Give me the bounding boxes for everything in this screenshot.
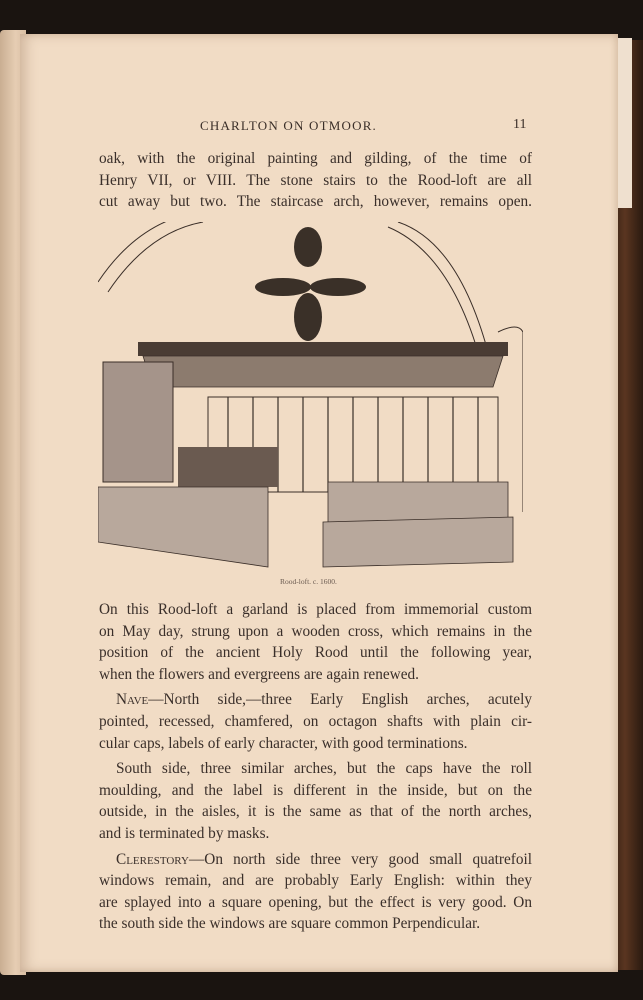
top-paragraph bbox=[99, 148, 532, 213]
rood-loft-engraving bbox=[98, 222, 523, 572]
illustration-caption: Rood-loft. c. 1600. bbox=[280, 577, 337, 586]
running-title: CHARLTON ON OTMOOR. bbox=[200, 118, 378, 133]
pews bbox=[98, 482, 513, 567]
text-line: Henry VII, or VIII. The stone stairs to the Rood-loft are all bbox=[99, 171, 532, 189]
text-line: pointed, recessed, chamfered, on octagon shafts with plain cir- bbox=[99, 712, 532, 730]
body-text bbox=[99, 599, 532, 935]
text-line: moulding, and the label is different in the inside, but on the bbox=[99, 781, 532, 799]
text-line: the south side the windows are square common Perpendicular. bbox=[99, 915, 481, 933]
loft-beam bbox=[138, 342, 508, 356]
page-number: 11 bbox=[513, 117, 527, 132]
text-line: position of the ancient Holy Rood until the following year, bbox=[99, 644, 532, 662]
text-line: On this Rood-loft a garland is placed from immemorial custom bbox=[99, 601, 532, 618]
text-line: Nave—North side,—three Early English arches, acutely bbox=[116, 691, 532, 709]
text-line: on May day, strung upon a wooden cross, which remains in the bbox=[99, 622, 532, 640]
arch-lines bbox=[98, 222, 203, 292]
text-line: cut away but two. The staircase arch, however, remains open. bbox=[99, 193, 532, 211]
text-line: and is terminated by masks. bbox=[99, 824, 270, 842]
section-lead-clerestory: Clerestory bbox=[116, 850, 189, 868]
text-line: South side, three similar arches, but the caps have the roll bbox=[116, 760, 532, 778]
text-line: outside, in the aisles, it is the same as that of the north arches, bbox=[99, 803, 532, 821]
text-line: when the flowers and evergreens are again renewed. bbox=[99, 665, 419, 683]
pulpit bbox=[103, 362, 173, 482]
garland-cross bbox=[255, 227, 366, 341]
text-line: Clerestory—On north side three very good small quatrefoil bbox=[116, 850, 532, 868]
text-line: cular caps, labels of early character, with good terminations. bbox=[99, 734, 468, 752]
screen-tracery bbox=[143, 356, 503, 387]
draped-table bbox=[178, 447, 278, 487]
text-line: are splayed into a square opening, but the effect is very good. On bbox=[99, 893, 532, 911]
text-line: oak, with the original painting and gilding, of the time of bbox=[99, 150, 532, 167]
section-lead-nave: Nave bbox=[116, 691, 149, 709]
text-line: windows remain, and are probably Early English: within they bbox=[99, 872, 532, 890]
